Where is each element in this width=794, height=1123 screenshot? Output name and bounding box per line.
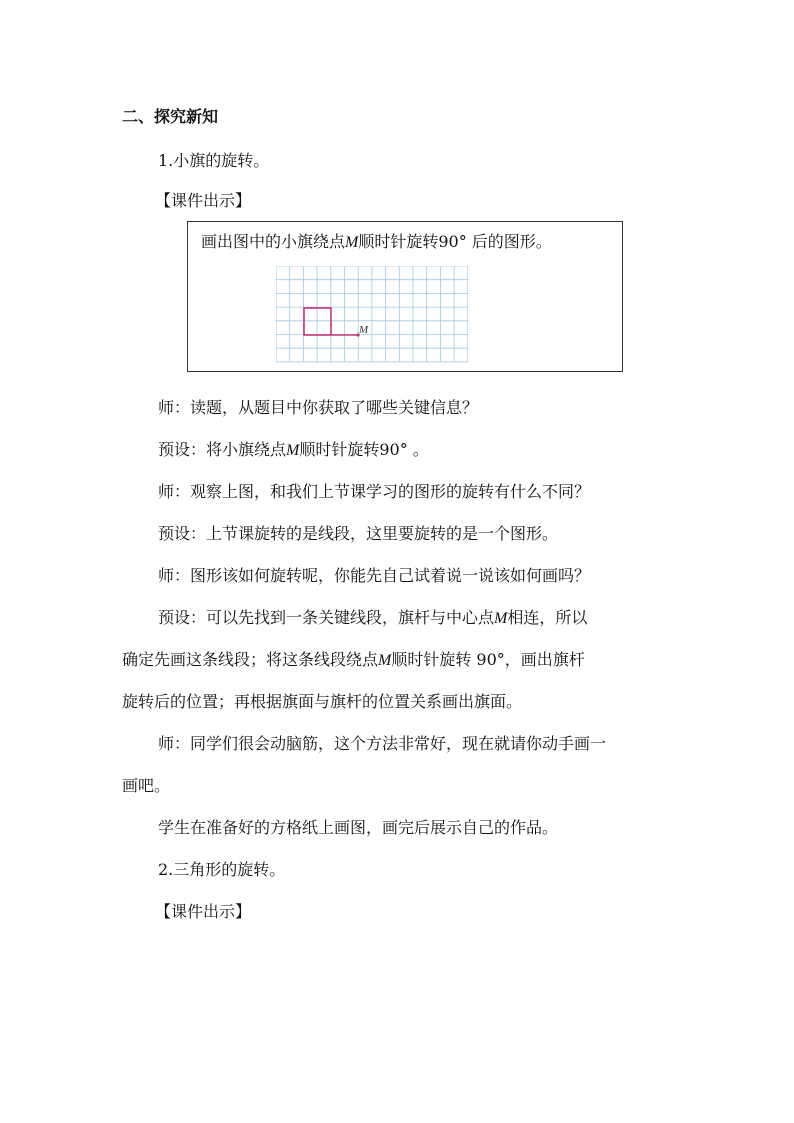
problem-text-part1: 画出图中的小旗绕点: [201, 232, 346, 251]
point-m-label: M: [345, 234, 359, 251]
paragraph-teacher-4-line1: 师：同学们很会动脑筋，这个方法非常好，现在就请你动手画一: [158, 734, 607, 753]
paragraph-preset-1: [158, 440, 429, 461]
grid-point-m-label: M: [359, 324, 369, 336]
preset-3-l2-part1: 确定先画这条线段；将这条线段绕点: [122, 650, 379, 669]
problem-text-part2: 顺时针旋转90° 后的图形。: [358, 232, 552, 251]
preset-3-l2-m: M: [378, 652, 392, 669]
flag-face: [304, 308, 331, 335]
paragraph-teacher-1: 师：读题，从题目中你获取了哪些关键信息？: [158, 398, 479, 417]
subsection-title-flag: 1.小旗的旋转。: [158, 151, 270, 170]
preset-3-l1-part2: 相连，所以: [507, 608, 588, 627]
grid-figure: [276, 266, 468, 364]
paragraph-preset-3-line2: [122, 650, 585, 671]
problem-text: [201, 232, 552, 253]
preset-3-l2-part2: 顺时针旋转 90°，画出旗杆: [391, 650, 585, 669]
paragraph-teacher-3: 师：图形该如何旋转呢，你能先自己试着说一说该如何画吗？: [158, 566, 591, 585]
paragraph-preset-3-line3: 旋转后的位置；再根据旗面与旗杆的位置关系画出旗面。: [122, 692, 523, 711]
preset-1-part2: 顺时针旋转90° 。: [299, 440, 429, 459]
courseware-label-2: 【课件出示】: [155, 902, 252, 921]
preset-1-part1: 预设：将小旗绕点: [158, 440, 287, 459]
preset-1-m: M: [286, 442, 300, 459]
subsection-title-triangle: 2.三角形的旋转。: [158, 860, 286, 879]
preset-3-l1-part1: 预设：可以先找到一条关键线段，旗杆与中心点: [158, 608, 495, 627]
paragraph-students: 学生在准备好的方格纸上画图，画完后展示自己的作品。: [158, 818, 559, 837]
paragraph-preset-2: 预设：上节课旋转的是线段，这里要旋转的是一个图形。: [158, 524, 559, 543]
courseware-label: 【课件出示】: [155, 191, 252, 210]
paragraph-teacher-2: 师：观察上图，和我们上节课学习的图形的旋转有什么不同？: [158, 482, 591, 501]
section-heading: 二、探究新知: [122, 107, 219, 126]
paragraph-teacher-4-line2: 画吧。: [122, 776, 171, 795]
preset-3-l1-m: M: [494, 610, 508, 627]
paragraph-preset-3-line1: [158, 608, 587, 629]
